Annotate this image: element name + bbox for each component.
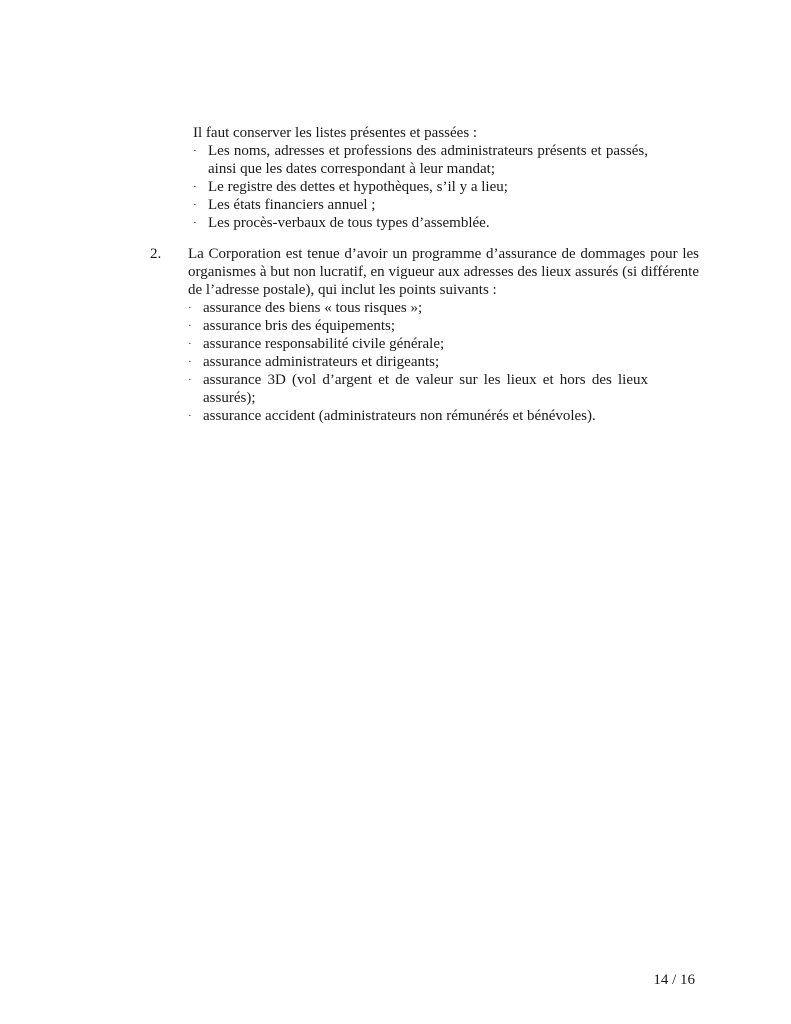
intro-text: Il faut conserver les listes présentes et passées : [193, 125, 478, 141]
list-item [193, 178, 648, 196]
item-number: 2. [150, 246, 162, 262]
list-item [188, 371, 648, 407]
list-item [188, 407, 648, 425]
list-item-text: assurance des biens « tous risques »; [203, 300, 423, 316]
bullet-icon: · [193, 199, 197, 211]
list-item-text: assurance accident (administrateurs non rémunérés et bénévoles). [203, 408, 596, 424]
page-number: 14 / 16 [653, 972, 695, 988]
list-item-text: assurance administrateurs et dirigeants; [203, 354, 440, 370]
list-item [193, 142, 648, 178]
list-item [193, 214, 648, 232]
item-paragraph: La Corporation est tenue d’avoir un programme d’assurance de dommages pour les organismes à but non lucratif, en vigueur aux adresses des lieux assurés (si différente de l’adresse postale), qui inclut les points suivants : [188, 246, 699, 298]
bullet-icon: · [193, 145, 197, 157]
list-item-text: Les états financiers annuel ; [208, 197, 376, 213]
bullet-icon: · [188, 338, 192, 350]
list-item [188, 335, 648, 353]
bullet-icon: · [188, 410, 192, 422]
bullet-icon: · [188, 302, 192, 314]
list-item-text: assurance 3D (vol d’argent et de valeur sur les lieux et hors des lieux assurés); [203, 372, 648, 406]
numbered-item-2 [150, 245, 703, 425]
list-item [188, 317, 648, 335]
bullet-icon: · [188, 320, 192, 332]
list-item-text: Les noms, adresses et professions des administrateurs présents et passés, ainsi que les dates correspondant à leur mandat; [208, 143, 648, 177]
list-item-text: assurance bris des équipements; [203, 318, 396, 334]
bullet-icon: · [193, 217, 197, 229]
intro-bullet-list [193, 142, 648, 232]
list-item [188, 353, 648, 371]
list-item-text: Le registre des dettes et hypothèques, s’il y a lieu; [208, 179, 508, 195]
bullet-icon: · [188, 374, 192, 386]
list-item [193, 196, 648, 214]
list-item-text: assurance responsabilité civile générale; [203, 336, 445, 352]
bullet-icon: · [193, 181, 197, 193]
insurance-bullet-list [188, 299, 648, 425]
bullet-icon: · [188, 356, 192, 368]
intro-section [193, 124, 703, 232]
item-body [188, 245, 699, 425]
list-item-text: Les procès-verbaux de tous types d’assemblée. [208, 215, 490, 231]
list-item [188, 299, 648, 317]
